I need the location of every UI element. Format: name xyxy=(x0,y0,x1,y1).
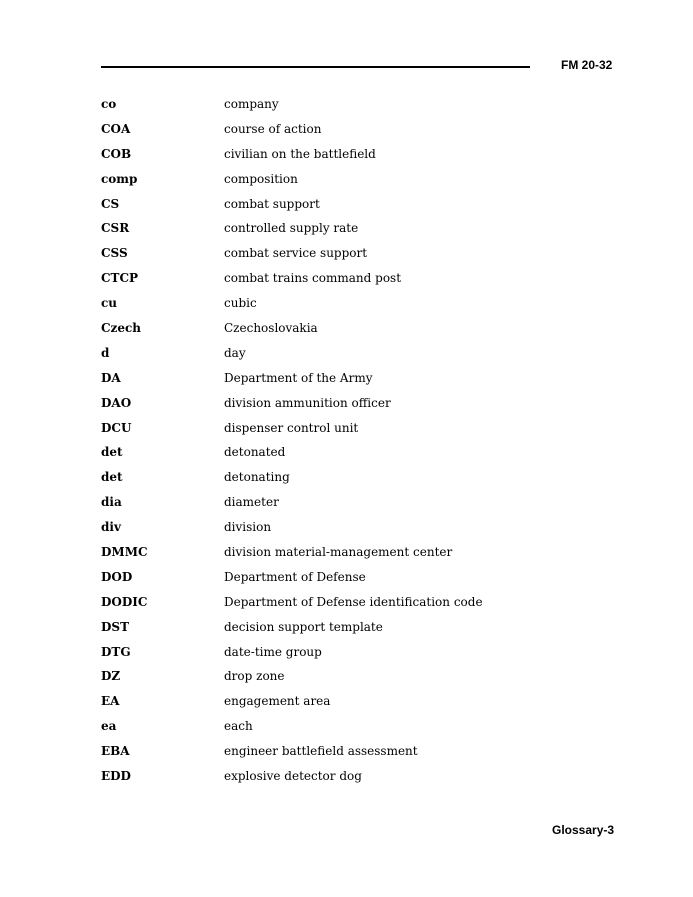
glossary-list xyxy=(101,97,541,794)
glossary-definition: day xyxy=(224,345,246,360)
glossary-definition: explosive detector dog xyxy=(224,769,362,784)
glossary-abbreviation: CSR xyxy=(101,221,130,236)
glossary-entry xyxy=(101,97,541,122)
glossary-entry xyxy=(101,769,541,794)
glossary-entry xyxy=(101,246,541,271)
glossary-entry xyxy=(101,595,541,620)
glossary-entry xyxy=(101,371,541,396)
glossary-entry xyxy=(101,221,541,246)
glossary-abbreviation: CTCP xyxy=(101,271,139,286)
glossary-entry xyxy=(101,669,541,694)
glossary-definition: date-time group xyxy=(224,644,322,659)
glossary-definition: combat trains command post xyxy=(224,271,402,286)
page-label: Glossary-3 xyxy=(552,823,615,837)
glossary-entry xyxy=(101,271,541,296)
glossary-abbreviation: EBA xyxy=(101,744,130,759)
glossary-abbreviation: EDD xyxy=(101,769,131,784)
glossary-abbreviation: DST xyxy=(101,619,130,634)
glossary-abbreviation: dia xyxy=(101,495,122,510)
glossary-definition: detonated xyxy=(224,445,286,460)
glossary-entry xyxy=(101,719,541,744)
document-id: FM 20-32 xyxy=(561,58,613,72)
glossary-abbreviation: det xyxy=(101,470,123,485)
glossary-abbreviation: div xyxy=(101,520,121,535)
glossary-entry xyxy=(101,694,541,719)
glossary-definition: Department of the Army xyxy=(224,370,373,385)
glossary-entry xyxy=(101,495,541,520)
glossary-abbreviation: EA xyxy=(101,694,120,709)
glossary-definition: Czechoslovakia xyxy=(224,321,318,336)
glossary-definition: detonating xyxy=(224,470,290,485)
glossary-definition: division ammunition officer xyxy=(224,395,391,410)
glossary-abbreviation: DTG xyxy=(101,644,131,659)
glossary-abbreviation: Czech xyxy=(101,321,142,336)
glossary-abbreviation: DOD xyxy=(101,569,133,584)
glossary-definition: diameter xyxy=(224,495,279,510)
glossary-entry xyxy=(101,744,541,769)
glossary-definition: Department of Defense identification code xyxy=(224,594,483,609)
glossary-abbreviation: COB xyxy=(101,146,132,161)
glossary-definition: course of action xyxy=(224,121,322,136)
glossary-abbreviation: CSS xyxy=(101,246,128,261)
glossary-abbreviation: DMMC xyxy=(101,545,148,560)
glossary-entry xyxy=(101,197,541,222)
glossary-definition: each xyxy=(224,719,253,734)
glossary-abbreviation: COA xyxy=(101,121,131,136)
glossary-definition: controlled supply rate xyxy=(224,221,359,236)
glossary-abbreviation: co xyxy=(101,97,117,111)
glossary-definition: engineer battlefield assessment xyxy=(224,744,418,759)
glossary-definition: division xyxy=(224,520,272,535)
header-rule xyxy=(101,66,530,68)
glossary-abbreviation: cu xyxy=(101,296,118,311)
glossary-definition: civilian on the battlefield xyxy=(224,146,376,161)
glossary-entry xyxy=(101,620,541,645)
glossary-entry xyxy=(101,570,541,595)
glossary-abbreviation: CS xyxy=(101,196,120,211)
glossary-abbreviation: det xyxy=(101,445,123,460)
glossary-abbreviation: DODIC xyxy=(101,594,148,609)
glossary-entry xyxy=(101,470,541,495)
glossary-abbreviation: comp xyxy=(101,171,138,186)
glossary-entry xyxy=(101,172,541,197)
glossary-definition: Department of Defense xyxy=(224,569,366,584)
glossary-definition: engagement area xyxy=(224,694,331,709)
glossary-abbreviation: DAO xyxy=(101,395,132,410)
glossary-definition: combat support xyxy=(224,196,320,211)
glossary-definition: company xyxy=(224,97,279,111)
glossary-entry xyxy=(101,346,541,371)
glossary-entry xyxy=(101,545,541,570)
glossary-definition: combat service support xyxy=(224,246,368,261)
glossary-definition: drop zone xyxy=(224,669,285,684)
glossary-entry xyxy=(101,147,541,172)
glossary-definition: dispenser control unit xyxy=(224,420,359,435)
glossary-abbreviation: DCU xyxy=(101,420,132,435)
glossary-abbreviation: ea xyxy=(101,719,117,734)
glossary-entry xyxy=(101,396,541,421)
glossary-abbreviation: d xyxy=(101,345,110,360)
glossary-entry xyxy=(101,445,541,470)
glossary-entry xyxy=(101,421,541,446)
glossary-definition: cubic xyxy=(224,296,257,311)
glossary-entry xyxy=(101,321,541,346)
glossary-definition: decision support template xyxy=(224,619,383,634)
glossary-definition: division material-management center xyxy=(224,545,453,560)
glossary-definition: composition xyxy=(224,171,298,186)
glossary-entry xyxy=(101,520,541,545)
glossary-entry xyxy=(101,645,541,670)
glossary-abbreviation: DZ xyxy=(101,669,121,684)
glossary-abbreviation: DA xyxy=(101,370,121,385)
glossary-entry xyxy=(101,296,541,321)
glossary-entry xyxy=(101,122,541,147)
